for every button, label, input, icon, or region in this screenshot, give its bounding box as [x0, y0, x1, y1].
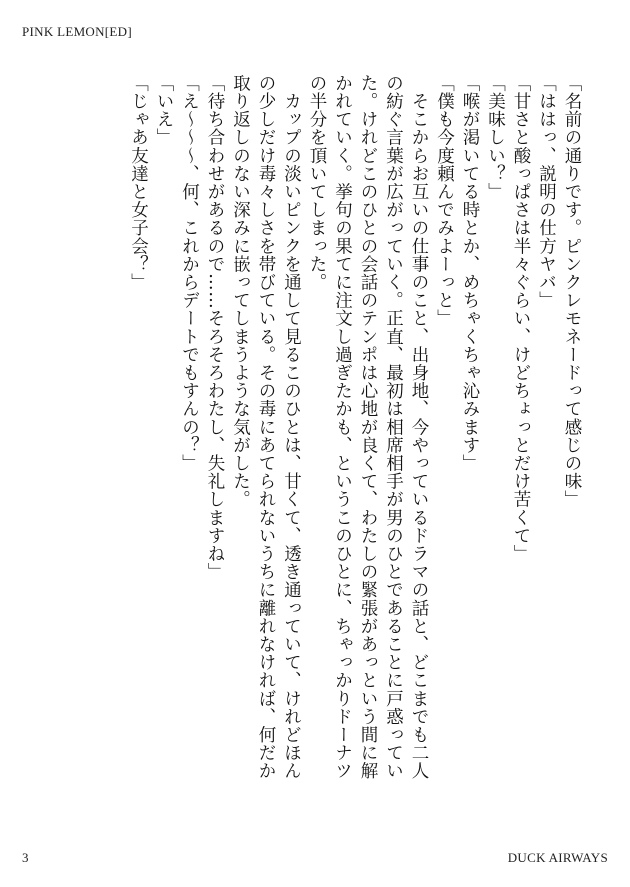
text-line: 「いえ」	[154, 74, 174, 147]
text-line: の紡ぐ言葉が広がっていく。正直、最初は相席相手が男のひとであることに戸惑ってい	[383, 74, 404, 780]
text-line: 「美味しい？」	[485, 74, 506, 201]
text-line: 「え〜〜〜、何、これからデートでもすんの？」	[179, 74, 200, 473]
text-line: 「僕も今度頼んでみよーっと」	[434, 74, 455, 328]
text-line: かれていく。挙句の果てに注文し過ぎたかも、というこのひとに、ちゃっかりドーナツ	[332, 74, 353, 780]
text-line: 「じゃあ友達と女子会？」	[128, 74, 149, 292]
page-number: 3	[22, 850, 29, 865]
vertical-text-body	[125, 74, 584, 834]
text-line: の少しだけ毒々しさを帯びている。その毒にあてられないうちに離れなければ、何だか	[256, 74, 276, 780]
text-line: 取り返しのない深みに嵌ってしまうような気がした。	[230, 74, 251, 509]
text-line: 「名前の通りです。ピンクレモネードって感じの味」	[562, 74, 582, 509]
text-line: の半分を頂いてしまった。	[307, 74, 327, 292]
text-line: 「待ち合わせがあるので……そろそろわたし、失礼しますね」	[205, 74, 225, 581]
text-line: 「ははっ、説明の仕方ヤバ」	[536, 74, 557, 310]
text-line: た。けれどこのひとの会話のテンポは心地が良くて、わたしの緊張があっという間に解	[358, 74, 378, 780]
footer-brand: DUCK AIRWAYS	[507, 850, 608, 865]
text-line: 「甘さと酸っぱさは半々ぐらい、けどちょっとだけ苦くて」	[511, 74, 531, 563]
text-line: カップの淡いピンクを通して見るこのひとは、甘くて、透き通っていて、けれどほん	[281, 74, 302, 780]
header-title: PINK LEMON[ED]	[22, 24, 132, 39]
text-line: そこからお互いの仕事のこと、出身地、今やっているドラマの話と、どこまでも二人	[409, 74, 429, 780]
text-line: 「喉が渇いてる時とか、めちゃくちゃ沁みます」	[460, 74, 480, 473]
